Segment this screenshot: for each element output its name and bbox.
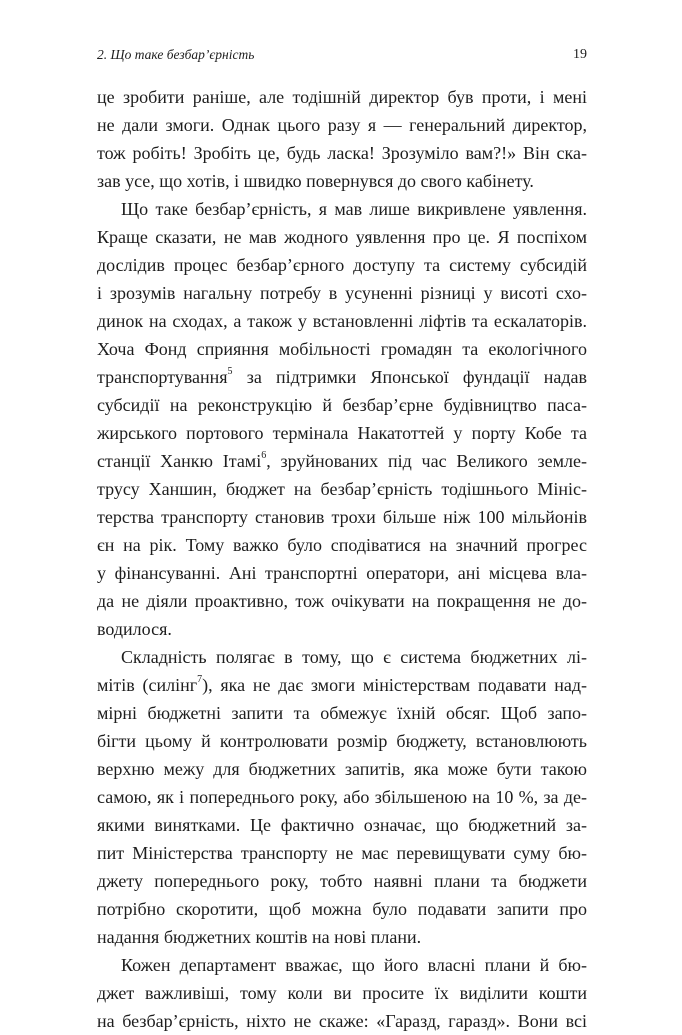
text-line: джет важливіші, тому коли ви просите їх виділити кошти xyxy=(97,983,587,1003)
text-line: на безбар’єрність, ніхто не скаже: «Гаразд, гаразд». Вони всі xyxy=(97,1011,587,1031)
text-line: динок на сходах, а також у встановленні ліфтів та ескалаторів. xyxy=(97,311,587,331)
text-line: водилося. xyxy=(97,619,172,639)
text-line: джету попереднього року, тобто наявні плани та бюджети xyxy=(97,871,587,891)
text-segment: мітів (силінг xyxy=(97,675,198,695)
text-line xyxy=(97,363,587,391)
running-header xyxy=(97,47,587,71)
text-line: якими винятками. Це фактично означає, що бюджетний за- xyxy=(97,815,587,835)
text-line xyxy=(97,447,587,475)
text-line: Краще сказати, не мав жодного уявлення про це. Я поспіхом xyxy=(97,227,587,247)
text-line: єн на рік. Тому важко було сподіватися на значний прогрес xyxy=(97,535,587,555)
text-line: трусу Ханшин, бюджет на безбар’єрність тодішнього Мініс- xyxy=(97,479,587,499)
text-line: бігти цьому й контролювати розмір бюджету, встановлюють xyxy=(97,731,587,751)
text-line: потрібно скоротити, щоб можна було подавати запити про xyxy=(97,899,587,919)
text-line: пит Міністерства транспорту не має перевищувати суму бю- xyxy=(97,843,587,863)
text-segment: станції Ханкю Ітамі xyxy=(97,451,262,471)
text-line: надання бюджетних коштів на нові плани. xyxy=(97,927,422,947)
text-line: Складність полягає в тому, що є система бюджетних лі- xyxy=(121,647,587,667)
footnote-ref: 5 xyxy=(227,366,233,377)
text-line: це зробити раніше, але тодішній директор був проти, і мені xyxy=(97,87,587,107)
text-line: терства транспорту становив трохи більше ніж 100 мільйонів xyxy=(97,507,587,527)
text-line: і зрозумів нагальну потребу в усуненні різниці у висоті схо- xyxy=(97,283,587,303)
text-segment: за підтримки Японської фундації надав xyxy=(232,367,587,387)
text-line: Кожен департамент вважає, що його власні плани й бю- xyxy=(121,955,587,975)
text-segment: ), яка не дає змоги міністерствам подавати над- xyxy=(202,675,587,695)
page-number: 19 xyxy=(573,47,587,62)
text-line: жирського портового термінала Накатоттей у порту Кобе та xyxy=(97,423,587,443)
footnote-ref: 7 xyxy=(197,674,203,685)
footnote-ref: 6 xyxy=(261,450,267,461)
text-line: дослідив процес безбар’єрного доступу та систему субсидій xyxy=(97,255,587,275)
text-segment: , зруйнованих під час Великого земле- xyxy=(266,451,587,471)
text-line: мірні бюджетні запити та обмежує їхній обсяг. Щоб запо- xyxy=(97,703,587,723)
text-line: Що таке безбар’єрність, я мав лише викривлене уявлення. xyxy=(121,199,587,219)
text-line: да не діяли проактивно, тож очікувати на покращення не до- xyxy=(97,591,587,611)
text-line: самою, як і попереднього року, або збільшеною на 10 %, за де- xyxy=(97,787,587,807)
text-line: субсидії на реконструкцію й безбар’єрне будівництво паса- xyxy=(97,395,587,415)
text-segment: транспортування xyxy=(97,367,228,387)
text-line xyxy=(97,671,587,699)
body-text xyxy=(97,83,587,1035)
text-line: тож робіть! Зробіть це, будь ласка! Зрозуміло вам?!» Він ска- xyxy=(97,143,587,163)
text-line: Хоча Фонд сприяння мобільності громадян та екологічного xyxy=(97,339,587,359)
text-line: не дали змоги. Однак цього разу я — генеральний директор, xyxy=(97,115,587,135)
text-line: у фінансуванні. Ані транспортні оператори, ані місцева вла- xyxy=(97,563,587,583)
chapter-title: 2. Що таке безбар’єрність xyxy=(97,47,255,62)
text-line: верхню межу для бюджетних запитів, яка може бути такою xyxy=(97,759,587,779)
text-line: зав усе, що хотів, і швидко повернувся до свого кабінету. xyxy=(97,171,534,191)
